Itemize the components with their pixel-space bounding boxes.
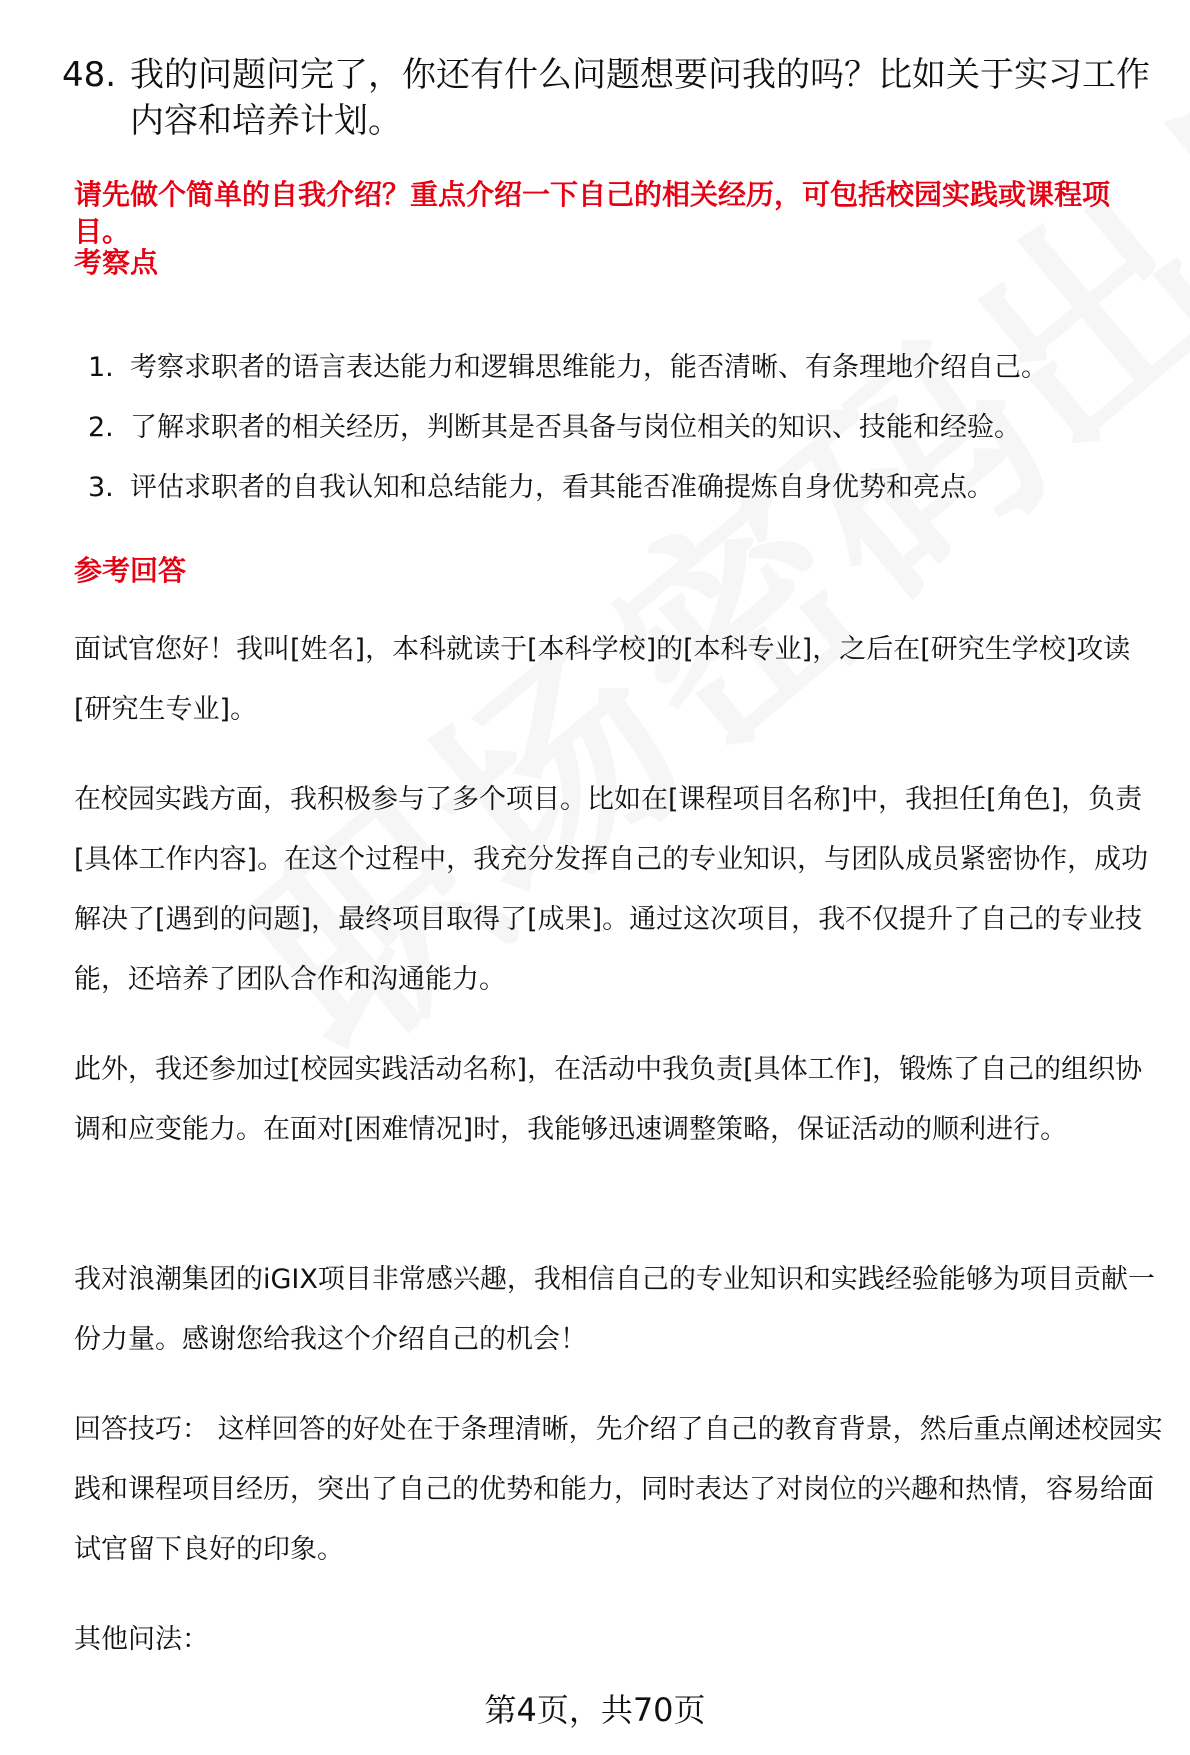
list-item <box>88 350 1168 410</box>
page-footer: 第4页，共70页 <box>484 1691 706 1729</box>
question-48 <box>62 52 1152 144</box>
answer-heading: 参考回答 <box>74 554 187 587</box>
list-item <box>88 410 1168 470</box>
answer-tips: 回答技巧： 这样回答的好处在于条理清晰，先介绍了自己的教育背景，然后重点阐述校园实践和课程项目经历，突出了自己的优势和能力，同时表达了对岗位的兴趣和热情，容易给面试官留下良好的印象。 <box>74 1414 1163 1565</box>
list-item-number: 1. <box>88 352 114 383</box>
points-list <box>88 350 1168 530</box>
list-item <box>88 470 1168 530</box>
answer-paragraph-campus: 在校园实践方面，我积极参与了多个项目。比如在[课程项目名称]中，我担任[角色]，负责[具体工作内容]。在这个过程中，我充分发挥自己的专业知识，与团队成员紧密协作，成功解决了[遇到的问题]，最终项目取得了[成果]。通过这次项目，我不仅提升了自己的专业技能，还培养了团队合作和沟通能力。 <box>74 784 1149 995</box>
list-item-text: 评估求职者的自我认知和总结能力，看其能否准确提炼自身优势和亮点。 <box>130 472 994 503</box>
list-item-number: 2. <box>88 412 114 443</box>
question-text: 我的问题问完了，你还有什么问题想要问我的吗？比如关于实习工作内容和培养计划。 <box>130 55 1150 141</box>
answer-paragraph-intro: 面试官您好！我叫[姓名]，本科就读于[本科学校]的[本科专业]，之后在[研究生学校]攻读[研究生专业]。 <box>74 634 1131 725</box>
points-heading: 考察点 <box>74 246 159 279</box>
list-item-text: 考察求职者的语言表达能力和逻辑思维能力，能否清晰、有条理地介绍自己。 <box>130 352 1048 383</box>
other-asks-label: 其他问法： <box>74 1624 209 1655</box>
question-number: 48. <box>62 55 117 95</box>
answer-paragraph-activity: 此外，我还参加过[校园实践活动名称]，在活动中我负责[具体工作]，锻炼了自己的组织协调和应变能力。在面对[困难情况]时，我能够迅速调整策略，保证活动的顺利进行。 <box>74 1054 1143 1145</box>
interview-question: 请先做个简单的自我介绍？重点介绍一下自己的相关经历，可包括校园实践或课程项目。 <box>74 178 1111 248</box>
list-item-text: 了解求职者的相关经历，判断其是否具备与岗位相关的知识、技能和经验。 <box>130 412 1021 443</box>
list-item-number: 3. <box>88 472 114 503</box>
answer-paragraph-interest: 我对浪潮集团的iGIX项目非常感兴趣，我相信自己的专业知识和实践经验能够为项目贡献一份力量。感谢您给我这个介绍自己的机会！ <box>74 1264 1155 1355</box>
